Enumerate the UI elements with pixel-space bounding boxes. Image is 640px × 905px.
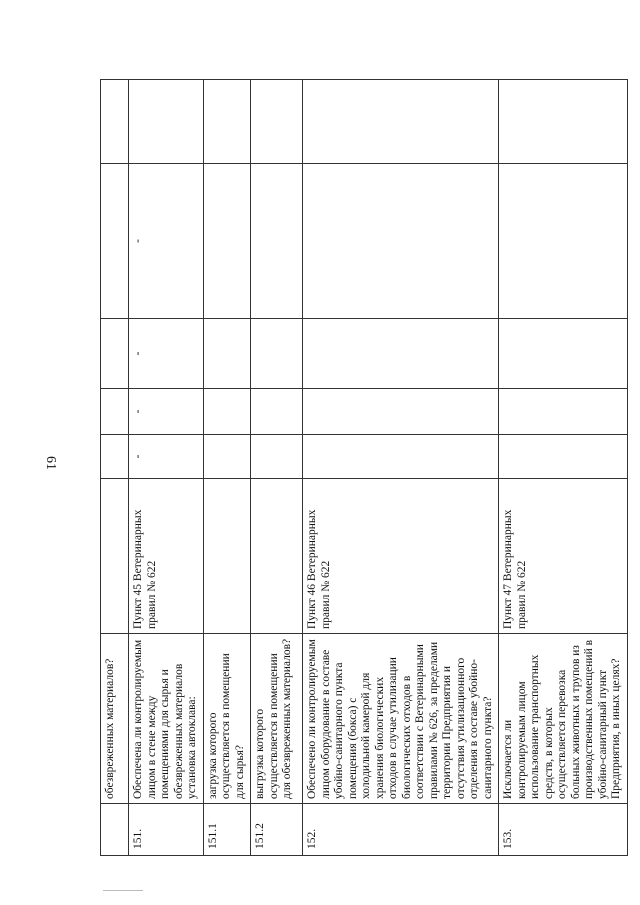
comment-cell xyxy=(203,80,251,164)
answer-yes-cell xyxy=(251,435,303,479)
answer-na-cell xyxy=(101,319,129,389)
answer-na-cell: - xyxy=(129,319,204,389)
table-stage xyxy=(100,80,622,856)
answer-na-cell xyxy=(251,319,303,389)
rotated-table-wrapper xyxy=(100,80,622,856)
basis-cell xyxy=(251,479,303,634)
answer-na-cell xyxy=(203,319,251,389)
answer-yes-cell xyxy=(101,435,129,479)
note-cell xyxy=(251,164,303,319)
note-cell xyxy=(303,164,499,319)
comment-cell xyxy=(303,80,499,164)
answer-no-cell: - xyxy=(129,389,204,435)
row-number: 151.2 xyxy=(251,804,303,856)
answer-no-cell xyxy=(499,389,628,435)
table-row xyxy=(203,80,251,856)
question-cell: обезвреженных материалов? xyxy=(101,634,129,804)
basis-cell: Пункт 46 Ветеринарных правил № 622 xyxy=(303,479,499,634)
question-cell: Обеспечено ли контролируемым лицом оборудование в составе убойно-санитарного пункта помещения (бокса) с холодильной камерой для хранения биологических отходов в случае утилизации биологических отходов в соответствии с Ветеринарными правилами № 626, за пределами территории Предприятия и отсутствия утилизационного отделения в составе убойно-санитарного пункта? xyxy=(303,634,499,804)
table-row xyxy=(129,80,204,856)
answer-no-cell xyxy=(101,389,129,435)
note-cell xyxy=(203,164,251,319)
question-cell: загрузка которого осуществляется в помещении для сырья? xyxy=(203,634,251,804)
page-number-text: 61 xyxy=(43,456,58,470)
row-number: 152. xyxy=(303,804,499,856)
answer-na-cell xyxy=(499,319,628,389)
row-number: 151.1 xyxy=(203,804,251,856)
question-cell: выгрузка которого осуществляется в помещении для обезвреженных материалов? xyxy=(251,634,303,804)
note-cell xyxy=(499,164,628,319)
answer-yes-cell xyxy=(303,435,499,479)
question-cell: Исключается ли контролируемым лицом использование транспортных средств, в которых осуществляется перевозка больных животных и трупов из производственных помещений в убойно-санитарный пункт Предприятия, в иных целях? xyxy=(499,634,628,804)
answer-yes-cell xyxy=(203,435,251,479)
comment-cell xyxy=(499,80,628,164)
answer-yes-cell xyxy=(499,435,628,479)
comment-cell xyxy=(251,80,303,164)
comment-cell xyxy=(101,80,129,164)
basis-cell xyxy=(101,479,129,634)
basis-cell: Пункт 47 Ветеринарных правил № 622 xyxy=(499,479,628,634)
row-number xyxy=(101,804,129,856)
table-row xyxy=(101,80,129,856)
answer-no-cell xyxy=(203,389,251,435)
answer-no-cell xyxy=(303,389,499,435)
answer-no-cell xyxy=(251,389,303,435)
requirements-table xyxy=(100,79,628,856)
note-cell xyxy=(101,164,129,319)
comment-cell xyxy=(129,80,204,164)
table-row xyxy=(499,80,628,856)
answer-na-cell xyxy=(303,319,499,389)
basis-cell: Пункт 45 Ветеринарных правил № 622 xyxy=(129,479,204,634)
table-row xyxy=(303,80,499,856)
table-row xyxy=(251,80,303,856)
page-number xyxy=(42,448,58,478)
question-cell: Обеспечена ли контролируемым лицом в стене между помещениями для сырья и обезвреженных материалов установка автоклава: xyxy=(129,634,204,804)
answer-yes-cell: - xyxy=(129,435,204,479)
basis-cell xyxy=(203,479,251,634)
note-cell: - xyxy=(129,164,204,319)
row-number: 151. xyxy=(129,804,204,856)
row-number: 153. xyxy=(499,804,628,856)
scan-edge-mark xyxy=(103,890,143,891)
